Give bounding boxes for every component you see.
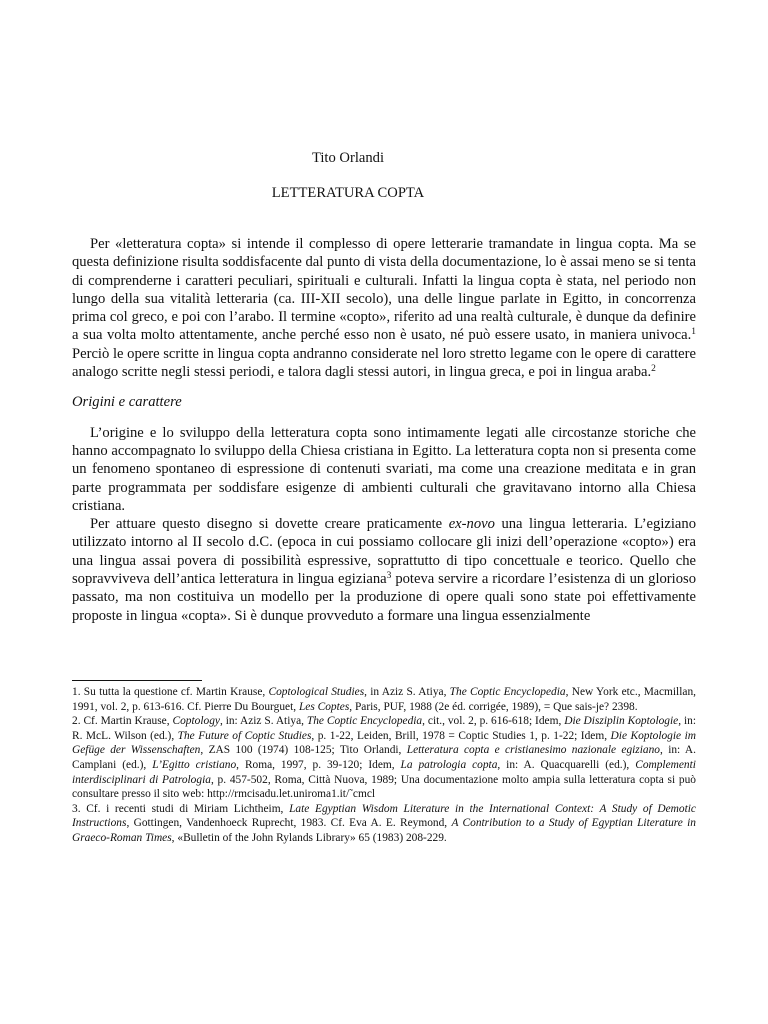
footnote-ref-2[interactable]: 2 xyxy=(651,364,656,375)
footnote-3: 3. Cf. i recenti studi di Miriam Lichtheim, Late Egyptian Wisdom Literature in the International Context: A Study of Demotic Instructions, Gottingen, Vandenhoeck Ruprecht, 1983. Cf. Eva A. E. Reymond, A Contribution to a Study of Egyptian Literature in Graeco-Roman Times, «Bulletin of the John Rylands Library» 65 (1983) 208-229. xyxy=(72,802,697,844)
paragraph-origins: L’origine e lo sviluppo della letteratura copta sono intimamente legati alle circostanze storiche che hanno accompagnato lo sviluppo della Chiesa cristiana in Egitto. La letteratura copta non si presenta come un fenomeno spontaneo di espressione di contenuti svariati, ma come una creazione meditata e in gran parte programmata per soddisfare esigenze di ambienti culturali che gravitavano intorno alla Chiesa cristiana. xyxy=(72,424,696,514)
article-title: LETTERATURA COPTA xyxy=(271,185,425,201)
author-name: Tito Orlandi xyxy=(311,150,385,166)
section-heading: Origini e carattere xyxy=(72,394,182,411)
footnote-1: 1. Su tutta la questione cf. Martin Krause, Coptological Studies, in Aziz S. Atiya, The Coptic Encyclopedia, New York etc., Macmillan, 1991, vol. 2, p. 613-616. Cf. Pierre Du Bourguet, Les Coptes, Paris, PUF, 1988 (2e éd. corrigée, 1989), = Que sais-je? 2398. xyxy=(72,686,696,713)
paragraph-language: Per attuare questo disegno si dovette creare praticamente ex-novo una lingua letteraria. L’egiziano utilizzato intorno al II secolo d.C. (epoca in cui possiamo collocare gli inizi dell’operazione «copto») era una lingua assai povera di possibilità espressive, soprattutto di tipo concettuale e teorico. Quello che sopravviveva dell’antica letteratura in lingua egiziana$^3$ poteva servire a ricordare l’esistenza di un glorioso passato, ma non costituiva un modello per la produzione di opere quali sono state poi effettivamente proposte in lingua «copta». Si è dunque provveduto a formare una lingua essenzialmente xyxy=(72,516,696,624)
footnote-ref-3[interactable]: 3 xyxy=(386,571,392,582)
footnote-divider xyxy=(72,680,202,681)
footnotes xyxy=(72,685,696,846)
intro-paragraph: Per «letteratura copta» si intende il complesso di opere letterarie tramandate in lingua copta. Ma se questa definizione risulta soddisfacente dal punto di vista della documentazione, lo è assai meno se si tenta di comprenderne i caratteri peculiari, spirituali e culturali. Infatti la lingua copta è stata, nel periodo non lungo della sua vitalità letteraria (ca. III-XII secolo), una delle lingue parlate in Egitto, in concorrenza prima col greco, e poi con l’arabo. Il termine «copto», riferito ad una realtà culturale, è dunque da definire a sua volta molto attentamente, anche perché esso non è usato, né può essere usato, in maniera univoca.$^1$ Perciò le opere scritte in lingua copta andranno considerate nel loro stretto legame con le opere di carattere analogo scritte negli stessi periodi, e talora dagli stessi autori, in lingua greca, e poi in lingua araba.$^2$ xyxy=(72,236,696,381)
footnote-2: 2. Cf. Martin Krause, Coptology, in: Aziz S. Atiya, The Coptic Encyclopedia, cit., vol. 2, p. 616-618; Idem, Die Disziplin Koptologie, in: R. McL. Wilson (ed.), The Future of Coptic Studies, p. 1-22, Leiden, Brill, 1978 = Coptic Studies 1, p. 1-22; Idem, Die Koptologie im Gefüge der Wissenschaften, ZAS 100 (1974) 108-125; Tito Orlandi, Letteratura copta e cristianesimo nazionale egiziano, in: A. Camplani (ed.), L’Egitto cristiano, Roma, 1997, p. 39-120; Idem, La patrologia copta, in: A. Quacquarelli (ed.), Complementi interdisciplinari di Patrologia, p. 457-502, Roma, Città Nuova, 1989; Una documentazione molto ampia sulla letteratura copta si può consultare presso il sito web: http://rmcisadu.let.uniroma1.it/˜cmcl xyxy=(72,715,697,801)
footnote-ref-1[interactable]: 1 xyxy=(691,327,696,338)
body-text xyxy=(72,235,696,625)
